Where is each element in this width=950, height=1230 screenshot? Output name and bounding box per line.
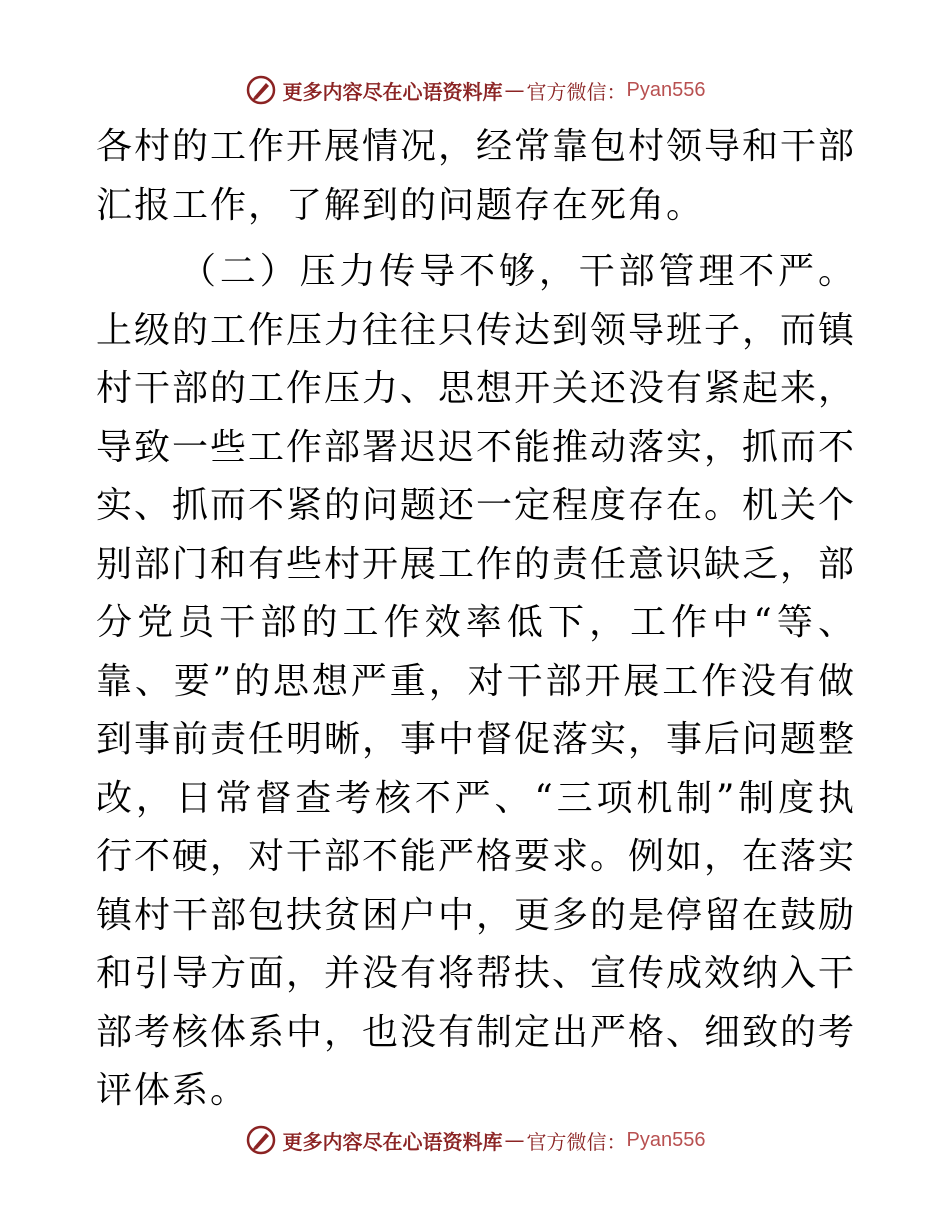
watermark-id: Pyan556 — [626, 1128, 706, 1151]
header-watermark — [0, 70, 950, 110]
watermark-label: 官方微信： — [526, 79, 627, 104]
watermark-label: 官方微信： — [526, 1129, 627, 1154]
pen-circle-icon — [245, 74, 277, 106]
watermark-main-text: 更多内容尽在心语资料库 — [282, 79, 503, 104]
pen-circle-icon — [245, 1124, 277, 1156]
paragraph-section-two: （二）压力传导不够，干部管理不严。上级的工作压力往往只传达到领导班子，而镇村干部的工作压力、思想开关还没有紧起来，导致一些工作部署迟迟不能推动落实，抓而不实、抓而不紧的问题还一定程度存在。机关个别部门和有些村开展工作的责任意识缺乏，部分党员干部的工作效率低下，工作中“等、靠、要”的思想严重，对干部开展工作没有做到事前责任明晰，事中督促落实，事后问题整改，日常督查考核不严、“三项机制”制度执行不硬，对干部不能严格要求。例如，在落实镇村干部包扶贫困户中，更多的是停留在鼓励和引导方面，并没有将帮扶、宣传成效纳入干部考核体系中，也没有制定出严格、细致的考评体系。 — [96, 251, 857, 1111]
watermark-separator: — — [504, 1128, 525, 1152]
footer-watermark — [0, 1120, 950, 1160]
document-body — [96, 118, 856, 1121]
watermark-id: Pyan556 — [626, 78, 706, 101]
paragraph-continued: 各村的工作开展情况，经常靠包村领导和干部汇报工作，了解到的问题存在死角。 — [96, 126, 857, 226]
watermark-main-text: 更多内容尽在心语资料库 — [282, 1129, 503, 1154]
watermark-separator: — — [504, 78, 525, 102]
